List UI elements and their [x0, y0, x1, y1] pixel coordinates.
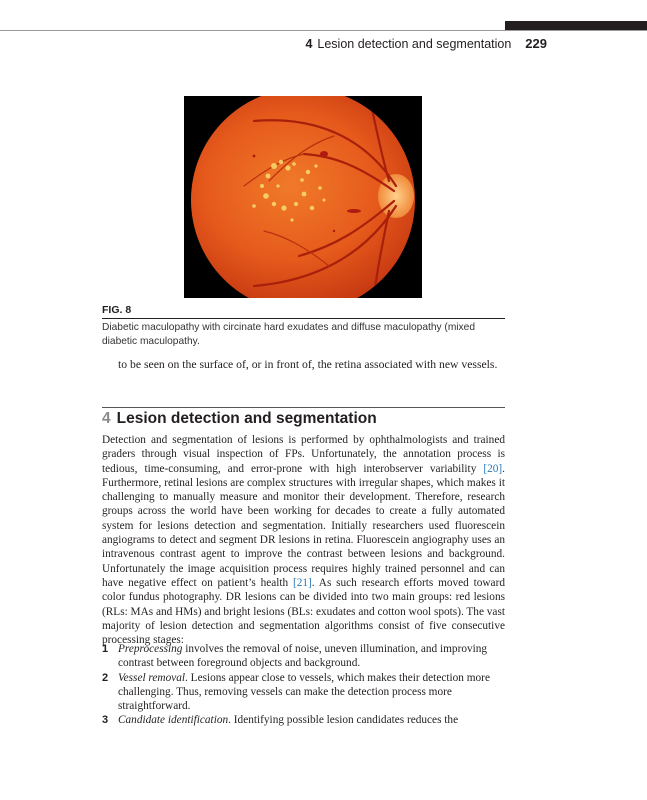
figure-caption: Diabetic maculopathy with circinate hard exudates and diffuse maculopathy (mixed diabetic maculopathy.: [102, 322, 475, 347]
list-item: [102, 713, 505, 727]
list-item: [102, 671, 505, 714]
list-item-number: 2: [102, 671, 109, 684]
list-item-text: . Identifying possible lesion candidates reduces the: [228, 714, 459, 727]
list-item-term: Vessel removal: [118, 671, 186, 684]
citation-link[interactable]: [20]: [483, 462, 503, 475]
figure-label: FIG. 8: [102, 304, 132, 316]
continuation-text: to be seen on the surface of, or in front of, the retina associated with new vessels.: [118, 358, 498, 371]
page-number: 229: [525, 36, 547, 51]
header-bar: [505, 21, 647, 30]
list-item-term: Candidate identification: [118, 714, 229, 727]
running-head: [305, 36, 547, 54]
running-head-title: Lesion detection and segmentation: [317, 37, 512, 51]
fundus-photo-illustration: [184, 96, 422, 298]
citation-link[interactable]: [21]: [292, 576, 312, 589]
body-paragraph: [102, 433, 505, 647]
paragraph-text: . As such research efforts moved toward color fundus photography. DR lesions can be divided into two main groups: red lesions (RLs: MAs and HMs) and bright lesions (BLs: exudates and cotton wool spots). The vast majority of lesion detection and segmentation algorithms consist of five consecutive processing stages:: [102, 576, 505, 647]
running-head-section-number: 4: [305, 37, 313, 51]
processing-stages-list: [102, 642, 505, 728]
paragraph-text: . Furthermore, retinal lesions are complex structures with irregular shapes, which makes it challenging to manually measure and monitor their development. Therefore, research groups across the world have been working for decades to create a fully automated system for lesions detection and segmentation. Initially researchers used fluorescein angiograms to detect and segment DR lesions in retina. Fluorescein angiography uses an intravenous contrast agent to improve the contrast between lesions and background. Unfortunately the image acquisition process requires highly trained personnel and can have negative effect on patient’s health: [102, 462, 505, 589]
paragraph-text: Detection and segmentation of lesions is performed by ophthalmologists and trained graders through visual inspection of FPs. Unfortunately, the annotation process is tedious, time-consuming, and error-prone with high interobserver variability: [102, 434, 505, 475]
section-number: 4: [102, 410, 111, 427]
section-title: Lesion detection and segmentation: [116, 410, 377, 427]
list-item: [102, 642, 505, 671]
list-item-number: 3: [102, 714, 109, 727]
section-rule: [102, 407, 505, 408]
section-heading: [102, 410, 377, 428]
fundus-image: [184, 96, 422, 298]
list-item-text: involves the removal of noise, uneven illumination, and improving contrast between foreground objects and background.: [118, 643, 488, 670]
list-item-term: Preprocessing: [118, 643, 183, 655]
figure-caption-rule: [102, 318, 505, 319]
header-rule: [0, 30, 647, 31]
list-item-text: . Lesions appear close to vessels, which makes their detection more challenging. Thus, removing vessels can make the detection process more straightforward.: [118, 671, 490, 713]
list-item-number: 1: [102, 643, 109, 655]
